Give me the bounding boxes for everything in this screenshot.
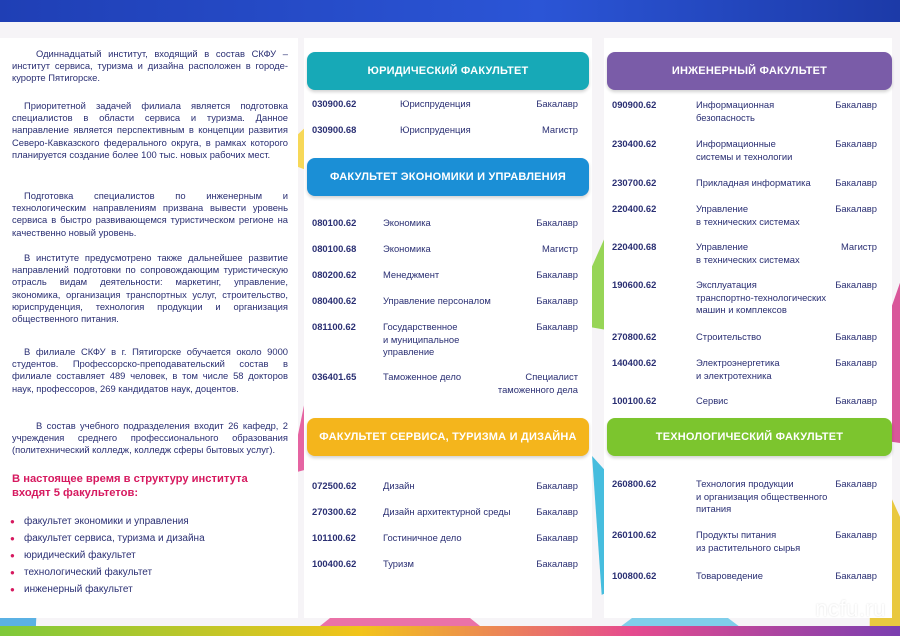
program-code: 081100.62 — [312, 321, 356, 332]
program-code: 190600.62 — [612, 279, 657, 290]
program-degree: Бакалавр — [835, 570, 877, 581]
program-degree: Бакалавр — [835, 177, 877, 188]
program-degree: Специалист таможенного дела — [497, 371, 578, 395]
program-code: 220400.62 — [612, 203, 657, 214]
program-degree: Бакалавр — [536, 558, 578, 569]
eng-faculty-header: ИНЖЕНЕРНЫЙ ФАКУЛЬТЕТ — [607, 52, 892, 90]
econ-faculty-header: ФАКУЛЬТЕТ ЭКОНОМИКИ И УПРАВЛЕНИЯ — [307, 158, 589, 196]
program-code: 080100.68 — [312, 243, 357, 254]
program-name: Сервис — [696, 395, 729, 406]
program-code: 260100.62 — [612, 529, 657, 540]
program-degree: Бакалавр — [536, 98, 578, 109]
program-degree: Бакалавр — [835, 138, 877, 149]
top-banner — [0, 0, 900, 22]
bullet-icon: ● — [10, 551, 15, 560]
program-degree: Бакалавр — [536, 217, 578, 228]
law-faculty-header: ЮРИДИЧЕСКИЙ ФАКУЛЬТЕТ — [307, 52, 589, 90]
bullet-icon: ● — [10, 534, 15, 543]
program-code: 101100.62 — [312, 532, 356, 543]
program-code: 036401.65 — [312, 371, 357, 382]
program-degree: Бакалавр — [835, 99, 877, 110]
program-name: Государственное и муниципальное управление — [383, 321, 460, 357]
program-name: Экономика — [383, 217, 431, 228]
program-degree: Магистр — [542, 243, 578, 254]
program-degree: Бакалавр — [835, 395, 877, 406]
program-code: 220400.68 — [612, 241, 657, 252]
program-degree: Бакалавр — [835, 529, 877, 540]
program-code: 140400.62 — [612, 357, 657, 368]
tech-faculty-header: ТЕХНОЛОГИЧЕСКИЙ ФАКУЛЬТЕТ — [607, 418, 892, 456]
faculties-list — [10, 513, 205, 598]
program-degree: Магистр — [841, 241, 877, 252]
intro-column — [0, 38, 298, 618]
program-code: 260800.62 — [612, 478, 657, 489]
program-name: Электроэнергетика и электротехника — [696, 357, 780, 381]
program-name: Информационные системы и технологии — [696, 138, 793, 162]
program-degree: Магистр — [542, 124, 578, 135]
program-name: Юриспруденция — [400, 98, 471, 109]
program-code: 072500.62 — [312, 480, 357, 491]
program-name: Экономика — [383, 243, 431, 254]
bullet-icon: ● — [10, 585, 15, 594]
watermark-logo: ncfu.ru — [815, 596, 886, 621]
program-code: 100100.62 — [612, 395, 657, 406]
program-name: Эксплуатация транспортно-технологических машин и комплексов — [696, 279, 827, 315]
program-code: 230700.62 — [612, 177, 657, 188]
program-name: Управление персоналом — [383, 295, 491, 306]
intro-paragraph-3: Подготовка специалистов по инженерным и технологическим направлениям призвана вывести уровень сервиса в быстро развивающемся туристическом регионе на качественно новый уровень. — [12, 190, 288, 238]
program-code: 080400.62 — [312, 295, 357, 306]
program-degree: Бакалавр — [835, 478, 877, 489]
list-item: ● юридический факультет — [10, 547, 205, 564]
program-code: 100400.62 — [312, 558, 357, 569]
list-item: ● инженерный факультет — [10, 581, 205, 598]
program-name: Дизайн архитектурной среды — [383, 506, 511, 517]
program-name: Туризм — [383, 558, 414, 569]
intro-paragraph-4: В институте предусмотрено также дальнейшее развитие направлений подготовки по сопровождающим туристическую отрасль видам деятельности: маркетинг, управление, экономика, организация транспортных услуг, строительство, юриспруденция, технология продукции и организация общественного питания. — [12, 252, 288, 325]
program-name: Гостиничное дело — [383, 532, 462, 543]
program-degree: Бакалавр — [536, 480, 578, 491]
program-degree: Бакалавр — [536, 295, 578, 306]
program-name: Технология продукции и организация общественного питания — [696, 478, 828, 514]
program-degree: Бакалавр — [536, 269, 578, 280]
list-item: ● технологический факультет — [10, 564, 205, 581]
program-code: 270800.62 — [612, 331, 657, 342]
program-code: 270300.62 — [312, 506, 357, 517]
program-name: Дизайн — [383, 480, 415, 491]
program-degree: Бакалавр — [835, 331, 877, 342]
program-code: 030900.68 — [312, 124, 357, 135]
program-name: Менеджмент — [383, 269, 440, 280]
program-name: Прикладная информатика — [696, 177, 811, 188]
program-code: 030900.62 — [312, 98, 357, 109]
program-code: 230400.62 — [612, 138, 657, 149]
intro-paragraph-2: Приоритетной задачей филиала является подготовка специалистов в области сервиса и туризма. Данное направление является перспективным в концепции развития Северо-Кавказского федерального округа, в рамках которого планируется создание более 100 тыс. новых рабочих мест. — [12, 100, 288, 160]
program-name: Товароведение — [696, 570, 763, 581]
list-item: ● факультет сервиса, туризма и дизайна — [10, 530, 205, 547]
list-item: ● факультет экономики и управления — [10, 513, 205, 530]
intro-paragraph-1: Одиннадцатый институт, входящий в состав СКФУ – институт сервиса, туризма и дизайна расположен в городе-курорте Пятигорске. — [12, 48, 288, 84]
bullet-icon: ● — [10, 568, 15, 577]
program-code: 090900.62 — [612, 99, 657, 110]
faculties-lead: В настоящее время в структуру института входят 5 факультетов: — [12, 473, 248, 499]
intro-paragraph-5: В филиале СКФУ в г. Пятигорске обучается около 9000 студентов. Профессорско-преподавательский состав в филиале составляет 489 человек, в том числе 58 докторов наук, профессоров, 269 кандидатов наук, доцентов. — [12, 346, 288, 394]
service-faculty-header: ФАКУЛЬТЕТ СЕРВИСА, ТУРИЗМА И ДИЗАЙНА — [307, 418, 589, 456]
program-name: Строительство — [696, 331, 762, 342]
program-name: Информационная безопасность — [696, 99, 775, 123]
intro-paragraph-6: В состав учебного подразделения входит 26 кафедр, 2 учреждения среднего профессионального образования (политехнический колледж, колледж сферы бытовых услуг). — [12, 420, 288, 456]
program-degree: Бакалавр — [835, 279, 877, 290]
program-degree: Бакалавр — [536, 506, 578, 517]
program-name: Управление в технических системах — [696, 203, 800, 227]
program-name: Управление в технических системах — [696, 241, 800, 265]
program-name: Таможенное дело — [383, 371, 462, 382]
program-name: Продукты питания из растительного сырья — [696, 529, 801, 553]
program-code: 100800.62 — [612, 570, 657, 581]
program-degree: Бакалавр — [835, 357, 877, 368]
program-degree: Бакалавр — [536, 532, 578, 543]
bottom-stripe — [0, 626, 900, 636]
program-degree: Бакалавр — [835, 203, 877, 214]
program-degree: Бакалавр — [536, 321, 578, 332]
bullet-icon: ● — [10, 517, 15, 526]
program-name: Юриспруденция — [400, 124, 471, 135]
program-code: 080200.62 — [312, 269, 357, 280]
program-code: 080100.62 — [312, 217, 357, 228]
